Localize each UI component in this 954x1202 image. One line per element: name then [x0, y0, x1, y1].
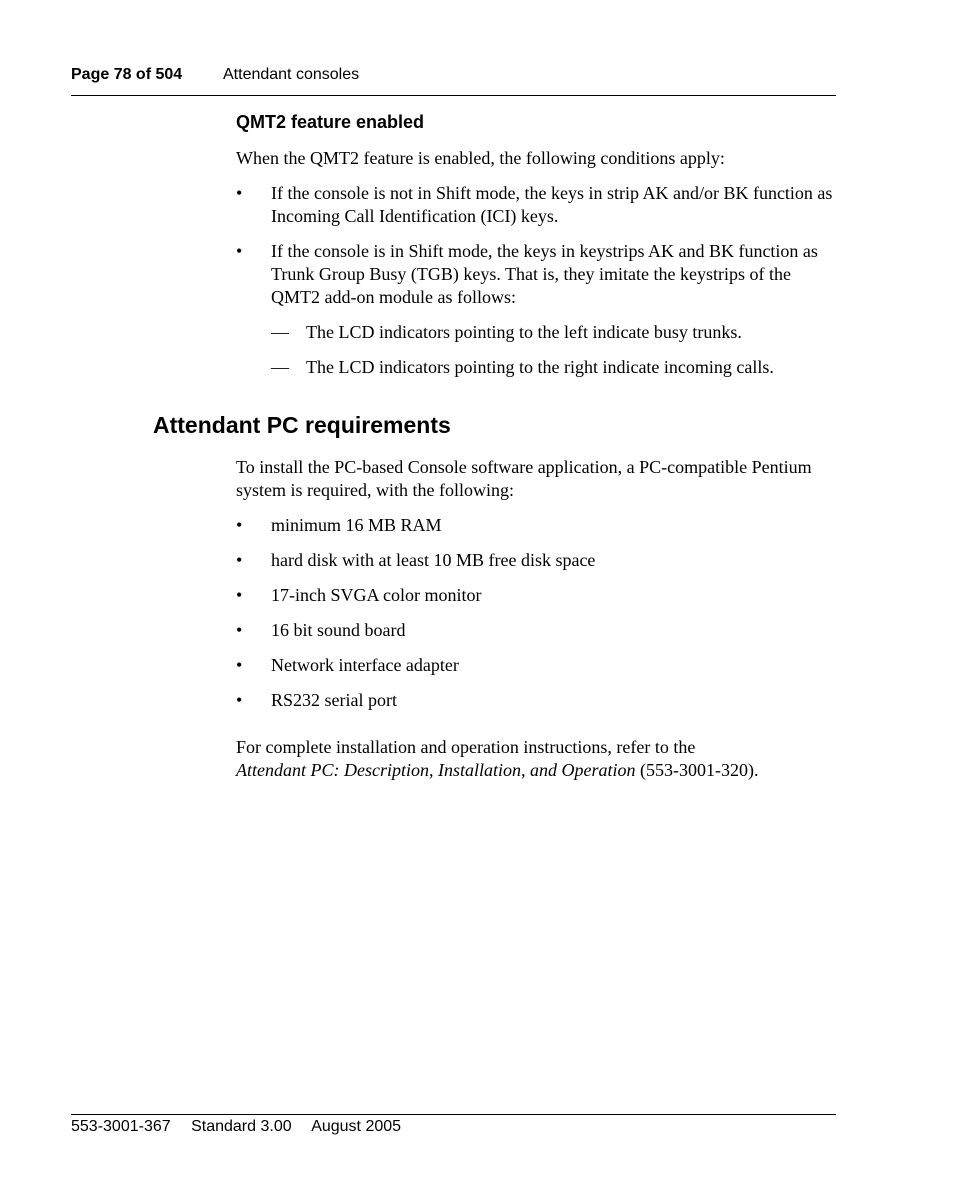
footer-rule: [71, 1114, 836, 1115]
qmt2-section: [236, 111, 836, 391]
bullet-mark: •: [236, 655, 243, 675]
bullet-mark: •: [236, 585, 243, 605]
list-item: [236, 689, 836, 712]
bullet-mark: •: [236, 620, 243, 640]
list-item-text: If the console is not in Shift mode, the keys in strip AK and/or BK function as Incoming Call Identification (ICI) keys.: [271, 183, 833, 226]
closing-paragraph: [236, 736, 836, 782]
pc-section: [236, 456, 836, 794]
bullet-mark: •: [236, 515, 243, 535]
list-item: [236, 240, 836, 309]
bullet-mark: •: [236, 241, 243, 261]
qmt2-heading: QMT2 feature enabled: [236, 112, 425, 132]
list-item-text: minimum 16 MB RAM: [271, 515, 442, 535]
doc-number: 553-3001-367: [71, 1118, 171, 1135]
page-header: [71, 66, 360, 84]
list-item: [236, 549, 836, 572]
bullet-mark: •: [236, 550, 243, 570]
list-item: [236, 514, 836, 537]
list-item: [236, 619, 836, 642]
list-item: [236, 182, 836, 228]
list-item-text: hard disk with at least 10 MB free disk space: [271, 550, 596, 570]
section-heading: Attendant PC requirements: [153, 412, 451, 438]
dash-mark: —: [271, 357, 289, 377]
list-item-text: 17-inch SVGA color monitor: [271, 585, 482, 605]
bullet-mark: •: [236, 690, 243, 710]
doc-date: August 2005: [311, 1118, 402, 1135]
header-rule: [71, 95, 836, 96]
list-item-text: Network interface adapter: [271, 655, 459, 675]
sub-list-item: [236, 321, 836, 344]
sub-list-item-text: The LCD indicators pointing to the right indicate incoming calls.: [306, 357, 774, 377]
list-item: [236, 654, 836, 677]
bullet-mark: •: [236, 183, 243, 203]
closing-text: For complete installation and operation instructions, refer to the: [236, 737, 696, 757]
sub-list-item: [236, 356, 836, 379]
section-title: Attendant consoles: [223, 66, 360, 83]
doc-standard: Standard 3.00: [191, 1118, 292, 1135]
qmt2-intro: When the QMT2 feature is enabled, the following conditions apply:: [236, 148, 725, 168]
list-item-text: If the console is in Shift mode, the keys in keystrips AK and BK function as Trunk Group Busy (TGB) keys. That is, they imitate the keystrips of the QMT2 add-on module as follows:: [271, 241, 818, 307]
sub-list-item-text: The LCD indicators pointing to the left indicate busy trunks.: [306, 322, 742, 342]
list-item-text: 16 bit sound board: [271, 620, 406, 640]
page-number: Page 78 of 504: [71, 66, 183, 83]
dash-mark: —: [271, 322, 289, 342]
reference-title: Attendant PC: Description, Installation, and Operation: [236, 760, 636, 780]
reference-number: (553-3001-320).: [639, 760, 759, 780]
list-item-text: RS232 serial port: [271, 690, 397, 710]
list-item: [236, 584, 836, 607]
pc-intro: To install the PC-based Console software application, a PC-compatible Pentium system is required, with the following:: [236, 457, 812, 500]
page-footer: [71, 1118, 417, 1136]
